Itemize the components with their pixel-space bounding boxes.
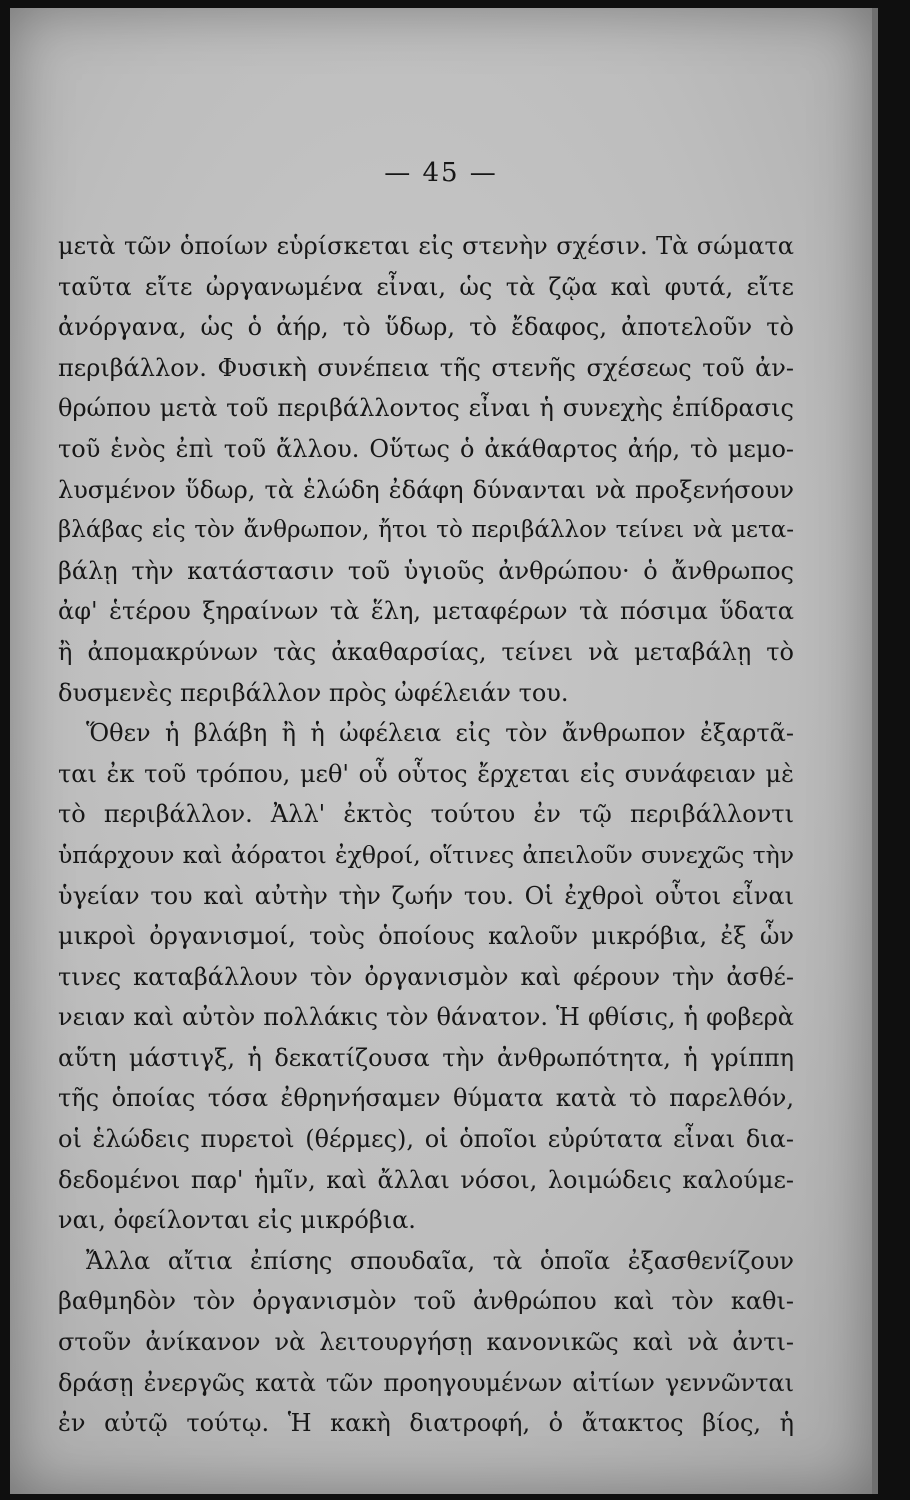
text-line: τοῦ ἑνὸς ἐπὶ τοῦ ἄλλου. Οὕτως ὁ ἀκάθαρτος ἀήρ, τὸ μεμο- [58,434,794,463]
page-number: — 45 — [384,158,498,188]
text-line: δυσμενὲς περιβάλλον πρὸς ὠφέλειάν του. [58,678,569,707]
text-line: ἐν αὐτῷ τούτῳ. Ἡ κακὴ διατροφή, ὁ ἄτακτος βίος, ἡ [58,1409,794,1438]
text-line: τὸ περιβάλλον. Ἀλλ' ἐκτὸς τούτου ἐν τῷ περιβάλλοντι [58,800,794,829]
text-line: ταῦτα εἴτε ὠργανωμένα εἶναι, ὡς τὰ ζῷα καὶ φυτά, εἴτε [58,272,794,301]
book-page [10,8,878,1494]
text-line: λυσμένον ὕδωρ, τὰ ἑλώδη ἐδάφη δύνανται νὰ προξενήσουν [58,475,794,504]
text-line: ἀνόργανα, ὡς ὁ ἀήρ, τὸ ὕδωρ, τὸ ἔδαφος, ἀποτελοῦν τὸ [58,313,794,342]
text-line: ται ἐκ τοῦ τρόπου, μεθ' οὗ οὗτος ἔρχεται εἰς συνάφειαν μὲ [58,759,794,788]
body-text [58,226,794,1444]
text-line: μικροὶ ὀργανισμοί, τοὺς ὁποίους καλοῦν μικρόβια, ἐξ ὧν [58,922,794,951]
text-line: ἀφ' ἑτέρου ξηραίνων τὰ ἕλη, μεταφέρων τὰ πόσιμα ὕδατα [58,597,794,626]
text-line: τῆς ὁποίας τόσα ἐθρηνήσαμεν θύματα κατὰ τὸ παρελθόν, [58,1084,794,1113]
text-line: δεδομένοι παρ' ἡμῖν, καὶ ἄλλαι νόσοι, λοιμώδεις καλούμε- [58,1165,794,1194]
text-line: βάλῃ τὴν κατάστασιν τοῦ ὑγιοῦς ἀνθρώπου· ὁ ἄνθρωπος [58,556,794,585]
text-line: αὕτη μάστιγξ, ἡ δεκατίζουσα τὴν ἀνθρωπότητα, ἡ γρίππη [58,1043,794,1072]
text-line: στοῦν ἀνίκανον νὰ λειτουργήσῃ κανονικῶς καὶ νὰ ἀντι- [58,1328,794,1357]
text-line: περιβάλλον. Φυσικὴ συνέπεια τῆς στενῆς σχέσεως τοῦ ἀν- [58,353,794,382]
text-line: ὑπάρχουν καὶ ἀόρατοι ἐχθροί, οἵτινες ἀπειλοῦν συνεχῶς τὴν [58,840,794,869]
text-line: δράσῃ ἐνεργῶς κατὰ τῶν προηγουμένων αἰτίων γεννῶνται [58,1368,794,1397]
text-line: Ἄλλα αἴτια ἐπίσης σπουδαῖα, τὰ ὁποῖα ἐξασθενίζουν [86,1246,794,1275]
text-line: οἱ ἑλώδεις πυρετοὶ (θέρμες), οἱ ὁποῖοι εὐρύτατα εἶναι δια- [58,1125,794,1154]
text-line: μετὰ τῶν ὁποίων εὑρίσκεται εἰς στενὴν σχέσιν. Τὰ σώματα [58,232,794,260]
text-line: ἢ ἀπομακρύνων τὰς ἀκαθαρσίας, τείνει νὰ μεταβάλῃ τὸ [58,637,794,666]
text-line: τινες καταβάλλουν τὸν ὀργανισμὸν καὶ φέρουν τὴν ἀσθέ- [58,962,794,991]
text-line: βλάβας εἰς τὸν ἄνθρωπον, ἤτοι τὸ περιβάλλον τείνει νὰ μετα- [58,517,794,544]
text-line: νειαν καὶ αὐτὸν πολλάκις τὸν θάνατον. Ἡ φθίσις, ἡ φοβερὰ [58,1003,794,1032]
text-line: θρώπου μετὰ τοῦ περιβάλλοντος εἶναι ἡ συνεχὴς ἐπίδρασις [58,394,794,423]
text-line: ναι, ὀφείλονται εἰς μικρόβια. [58,1206,416,1235]
text-line: Ὅθεν ἡ βλάβη ἢ ἡ ὠφέλεια εἰς τὸν ἄνθρωπον ἐξαρτᾶ- [86,719,794,748]
text-line: ὑγείαν του καὶ αὐτὴν τὴν ζωήν του. Οἱ ἐχθροὶ οὗτοι εἶναι [58,881,794,910]
text-line: βαθμηδὸν τὸν ὀργανισμὸν τοῦ ἀνθρώπου καὶ τὸν καθι- [58,1287,794,1316]
